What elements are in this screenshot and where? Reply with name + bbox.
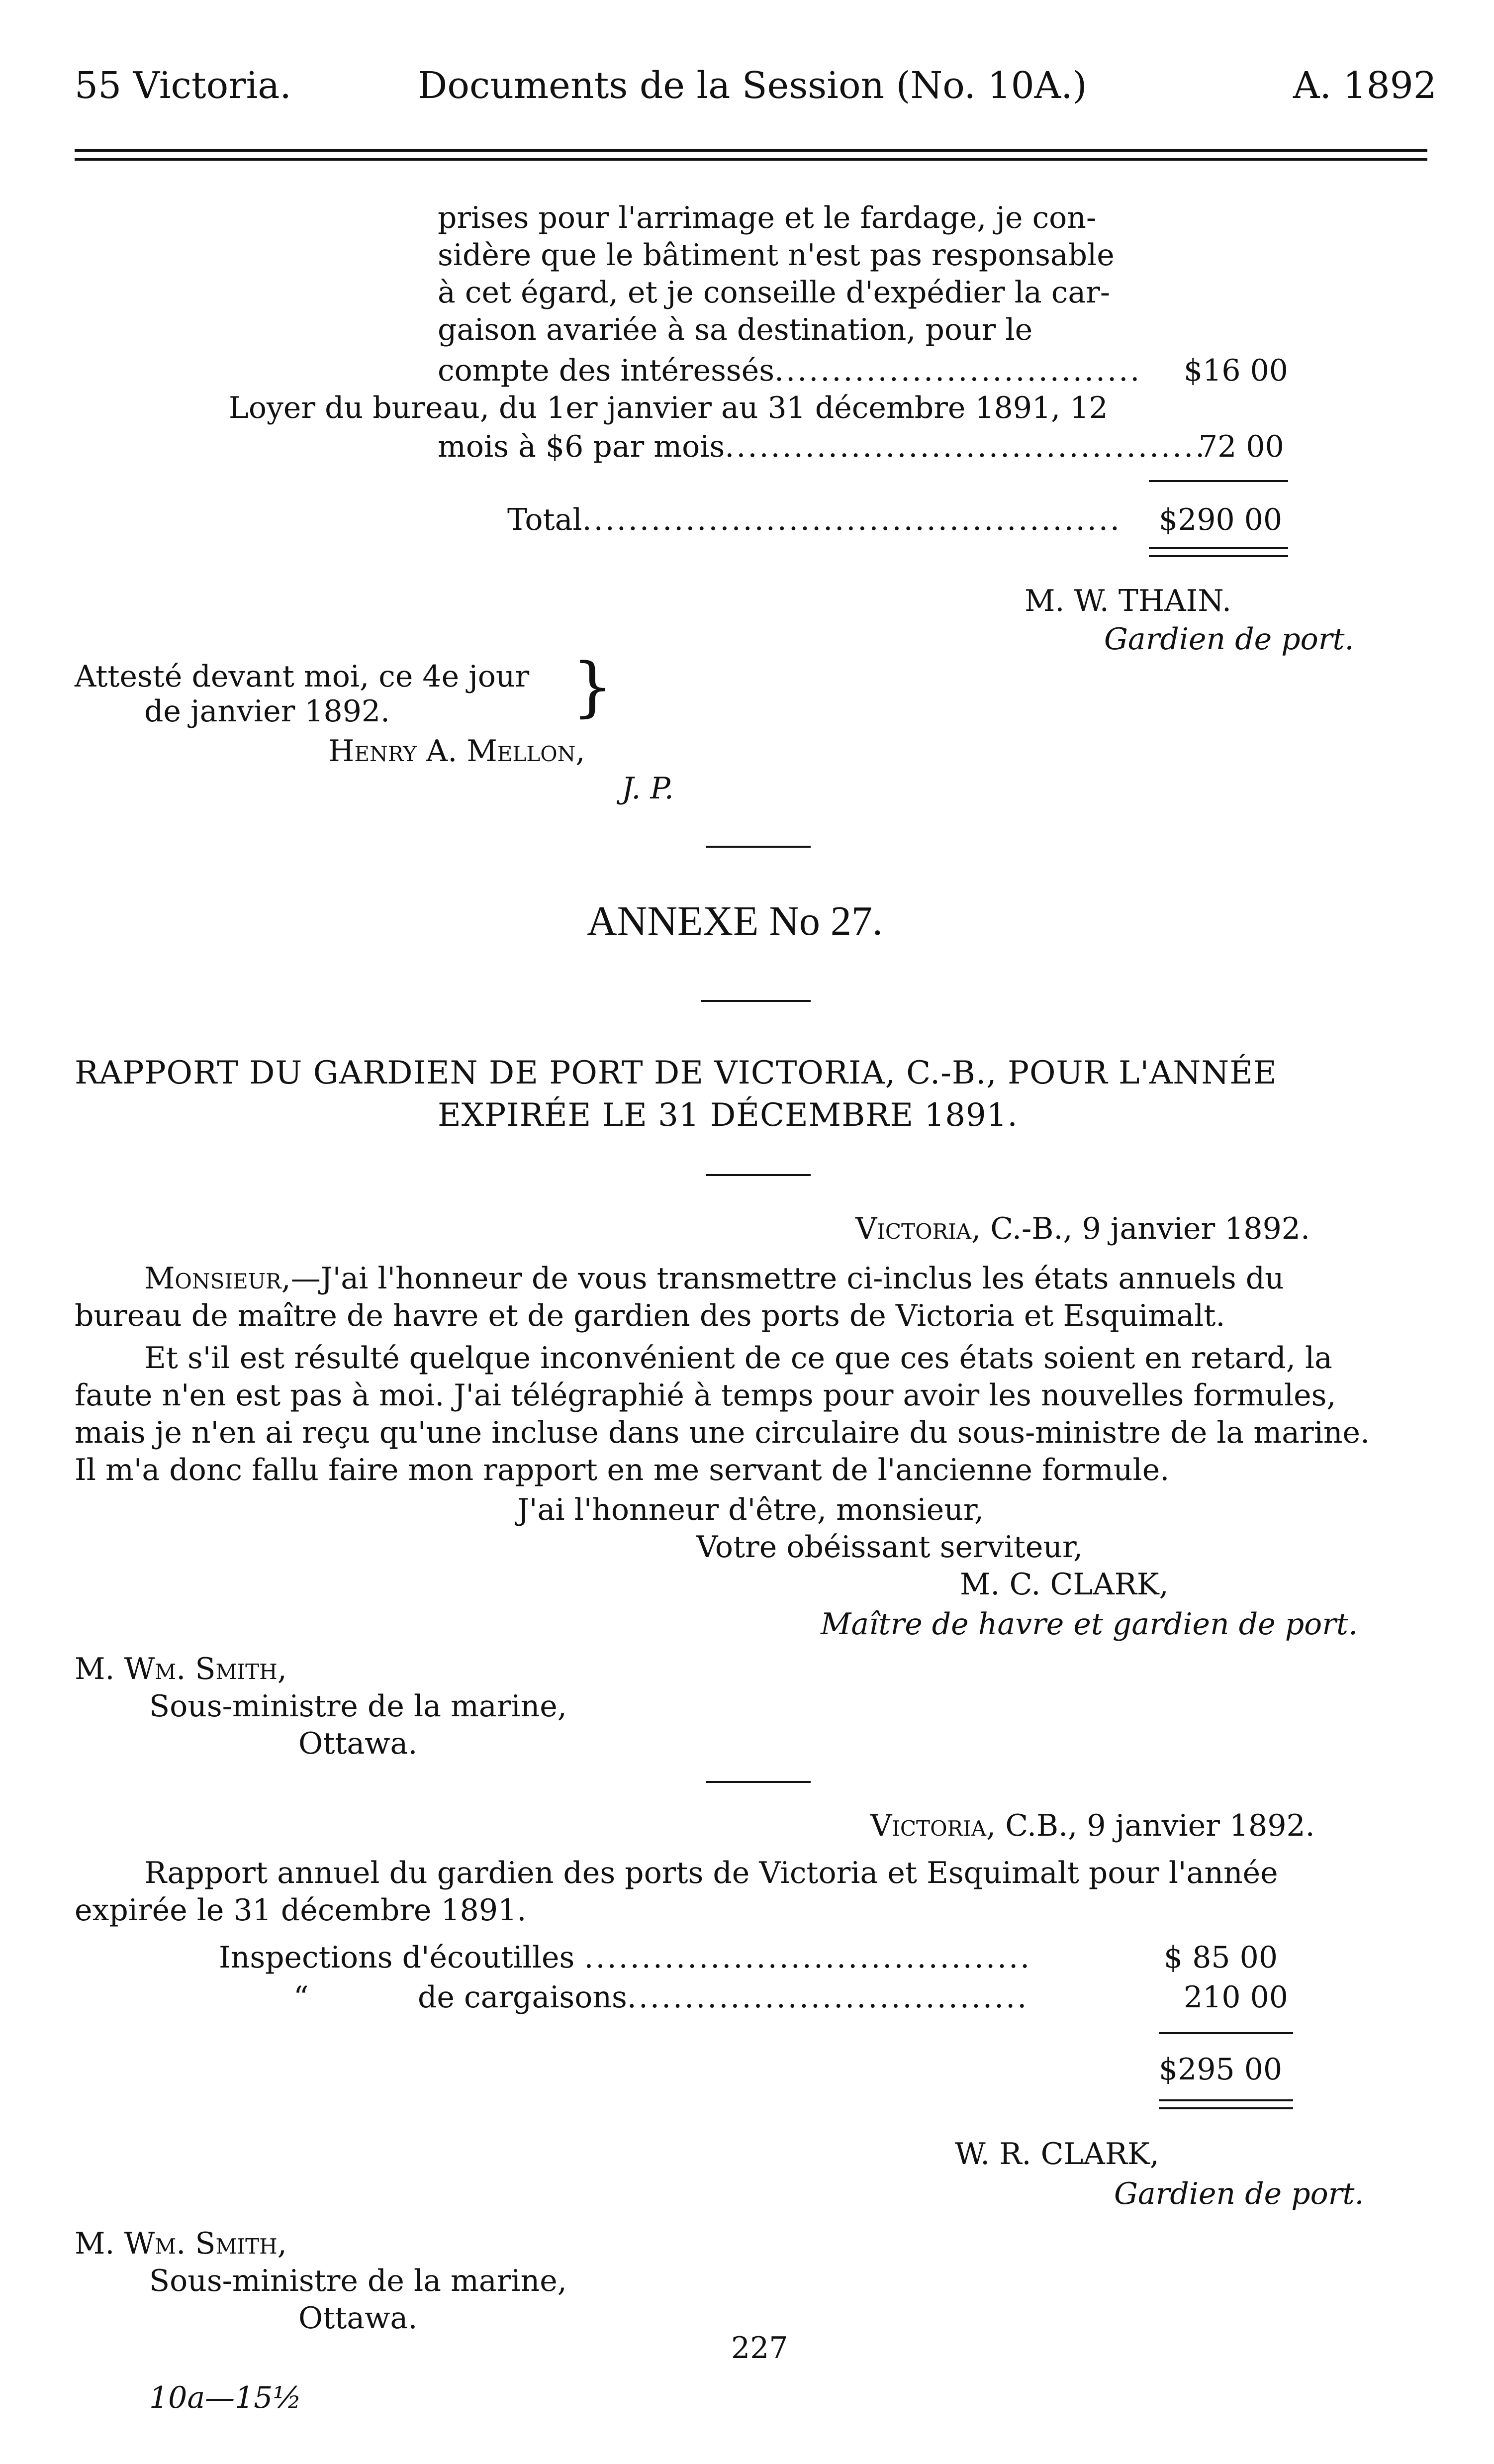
report1-item1-label: compte des intéressés................................ (438, 353, 1142, 388)
report1-signature-title: Gardien de port. (1104, 622, 1354, 657)
report2-dateline: Victoria, C.B., 9 janvier 1892. (870, 1808, 1315, 1843)
annex-heading-line1: RAPPORT DU GARDIEN DE PORT DE VICTORIA, C.-B., POUR L'ANNÉE (75, 1055, 1277, 1091)
header-left: 55 Victoria. (75, 64, 291, 107)
annex-heading-line2: EXPIRÉE LE 31 DÉCEMBRE 1891. (438, 1097, 1018, 1134)
letter-addr-line2: Sous-ministre de la marine, (149, 1689, 567, 1724)
letter-closing2: Votre obéissant serviteur, (696, 1530, 1083, 1565)
letter-p2-line4: Il m'a donc fallu faire mon rapport en me servant de l'ancienne formule. (75, 1453, 1170, 1487)
letter-divider (706, 1781, 811, 1783)
letter-dateline: Victoria, C.-B., 9 janvier 1892. (855, 1211, 1310, 1246)
report1-item2-amount: 72 00 (1199, 429, 1284, 464)
letter-closing1: J'ai l'honneur d'être, monsieur, (517, 1492, 984, 1527)
report2-total-amount: $295 00 (1159, 2052, 1283, 2087)
report1-item2-label: mois à $6 par mois.......................................... (438, 429, 1207, 464)
header-right: A. 1892 (1293, 64, 1437, 107)
letter-addr-name: M. Wm. Smith, (75, 1652, 287, 1686)
report1-line: prises pour l'arrimage et le fardage, je con- (438, 200, 1097, 235)
section-divider (706, 846, 811, 848)
attest-name: Henry A. Mellon, (328, 734, 585, 769)
attest-title: J. P. (622, 771, 674, 806)
report2-item2-label: de cargaisons................................... (418, 1980, 1029, 2015)
report2-subtotal-rule (1159, 2032, 1293, 2034)
report1-total-label: Total............................................... (507, 502, 1121, 537)
attest-brace: } (572, 649, 613, 724)
report1-total-amount: $290 00 (1159, 502, 1283, 537)
letter-p2-line2: faute n'en est pas à moi. J'ai télégraphié à temps pour avoir les nouvelles formules, (75, 1378, 1336, 1413)
report2-total-rule-bottom (1159, 2107, 1293, 2109)
report2-item2-ditto: “ (293, 1980, 309, 2015)
report2-item2-amount: 210 00 (1184, 1980, 1288, 2015)
report2-addr-name: M. Wm. Smith, (75, 2226, 287, 2261)
report2-intro-line1: Rapport annuel du gardien des ports de Victoria et Esquimalt pour l'année (144, 1856, 1278, 1890)
page-number: 227 (731, 2331, 788, 2365)
heading-divider (706, 1174, 811, 1176)
report1-item1-amount: $16 00 (1184, 353, 1288, 388)
report1-line: à cet égard, et je conseille d'expédier la car- (438, 275, 1111, 310)
letter-p1-line1: Monsieur,—J'ai l'honneur de vous transmettre ci-inclus les états annuels du (144, 1261, 1284, 1296)
letter-signer-title: Maître de havre et gardien de port. (821, 1607, 1358, 1642)
report2-signer: W. R. CLARK, (955, 2137, 1159, 2171)
signature-mark: 10a—15½ (149, 2380, 302, 2415)
letter-p2-line3: mais je n'en ai reçu qu'une incluse dans une circulaire du sous-ministre de la marine. (75, 1415, 1370, 1450)
attest-line1: Attesté devant moi, ce 4e jour (75, 659, 530, 694)
report1-line: gaison avariée à sa destination, pour le (438, 312, 1033, 347)
report2-addr-line2: Sous-ministre de la marine, (149, 2264, 567, 2298)
letter-addr-line3: Ottawa. (298, 1726, 418, 1761)
report2-addr-line3: Ottawa. (298, 2301, 418, 2336)
annex-title: ANNEXE No 27. (587, 898, 883, 944)
report2-item1-amount: $ 85 00 (1164, 1940, 1278, 1975)
report2-intro-line2: expirée le 31 décembre 1891. (75, 1893, 527, 1928)
report1-signature-name: M. W. THAIN. (1025, 584, 1232, 618)
subtotal-rule (1149, 480, 1288, 482)
attest-line2: de janvier 1892. (144, 694, 390, 729)
annex-divider (701, 1000, 811, 1002)
report2-signer-title: Gardien de port. (1114, 2176, 1364, 2211)
letter-signer: M. C. CLARK, (960, 1567, 1169, 1602)
header-rule-bottom (75, 158, 1427, 161)
header-center: Documents de la Session (No. 10A.) (418, 64, 1087, 107)
header-rule-top (75, 149, 1427, 152)
letter-p2-line1: Et s'il est résulté quelque inconvénient de ce que ces états soient en retard, la (144, 1341, 1332, 1376)
report2-total-rule-top (1159, 2099, 1293, 2101)
total-double-rule-bottom (1149, 555, 1288, 557)
letter-p1-line2: bureau de maître de havre et de gardien des ports de Victoria et Esquimalt. (75, 1298, 1225, 1333)
report2-item1-label: Inspections d'écoutilles ....................................... (219, 1940, 1032, 1975)
report1-line: sidère que le bâtiment n'est pas responsable (438, 238, 1115, 273)
report1-item2-line1: Loyer du bureau, du 1er janvier au 31 décembre 1891, 12 (229, 391, 1108, 425)
total-double-rule-top (1149, 547, 1288, 549)
